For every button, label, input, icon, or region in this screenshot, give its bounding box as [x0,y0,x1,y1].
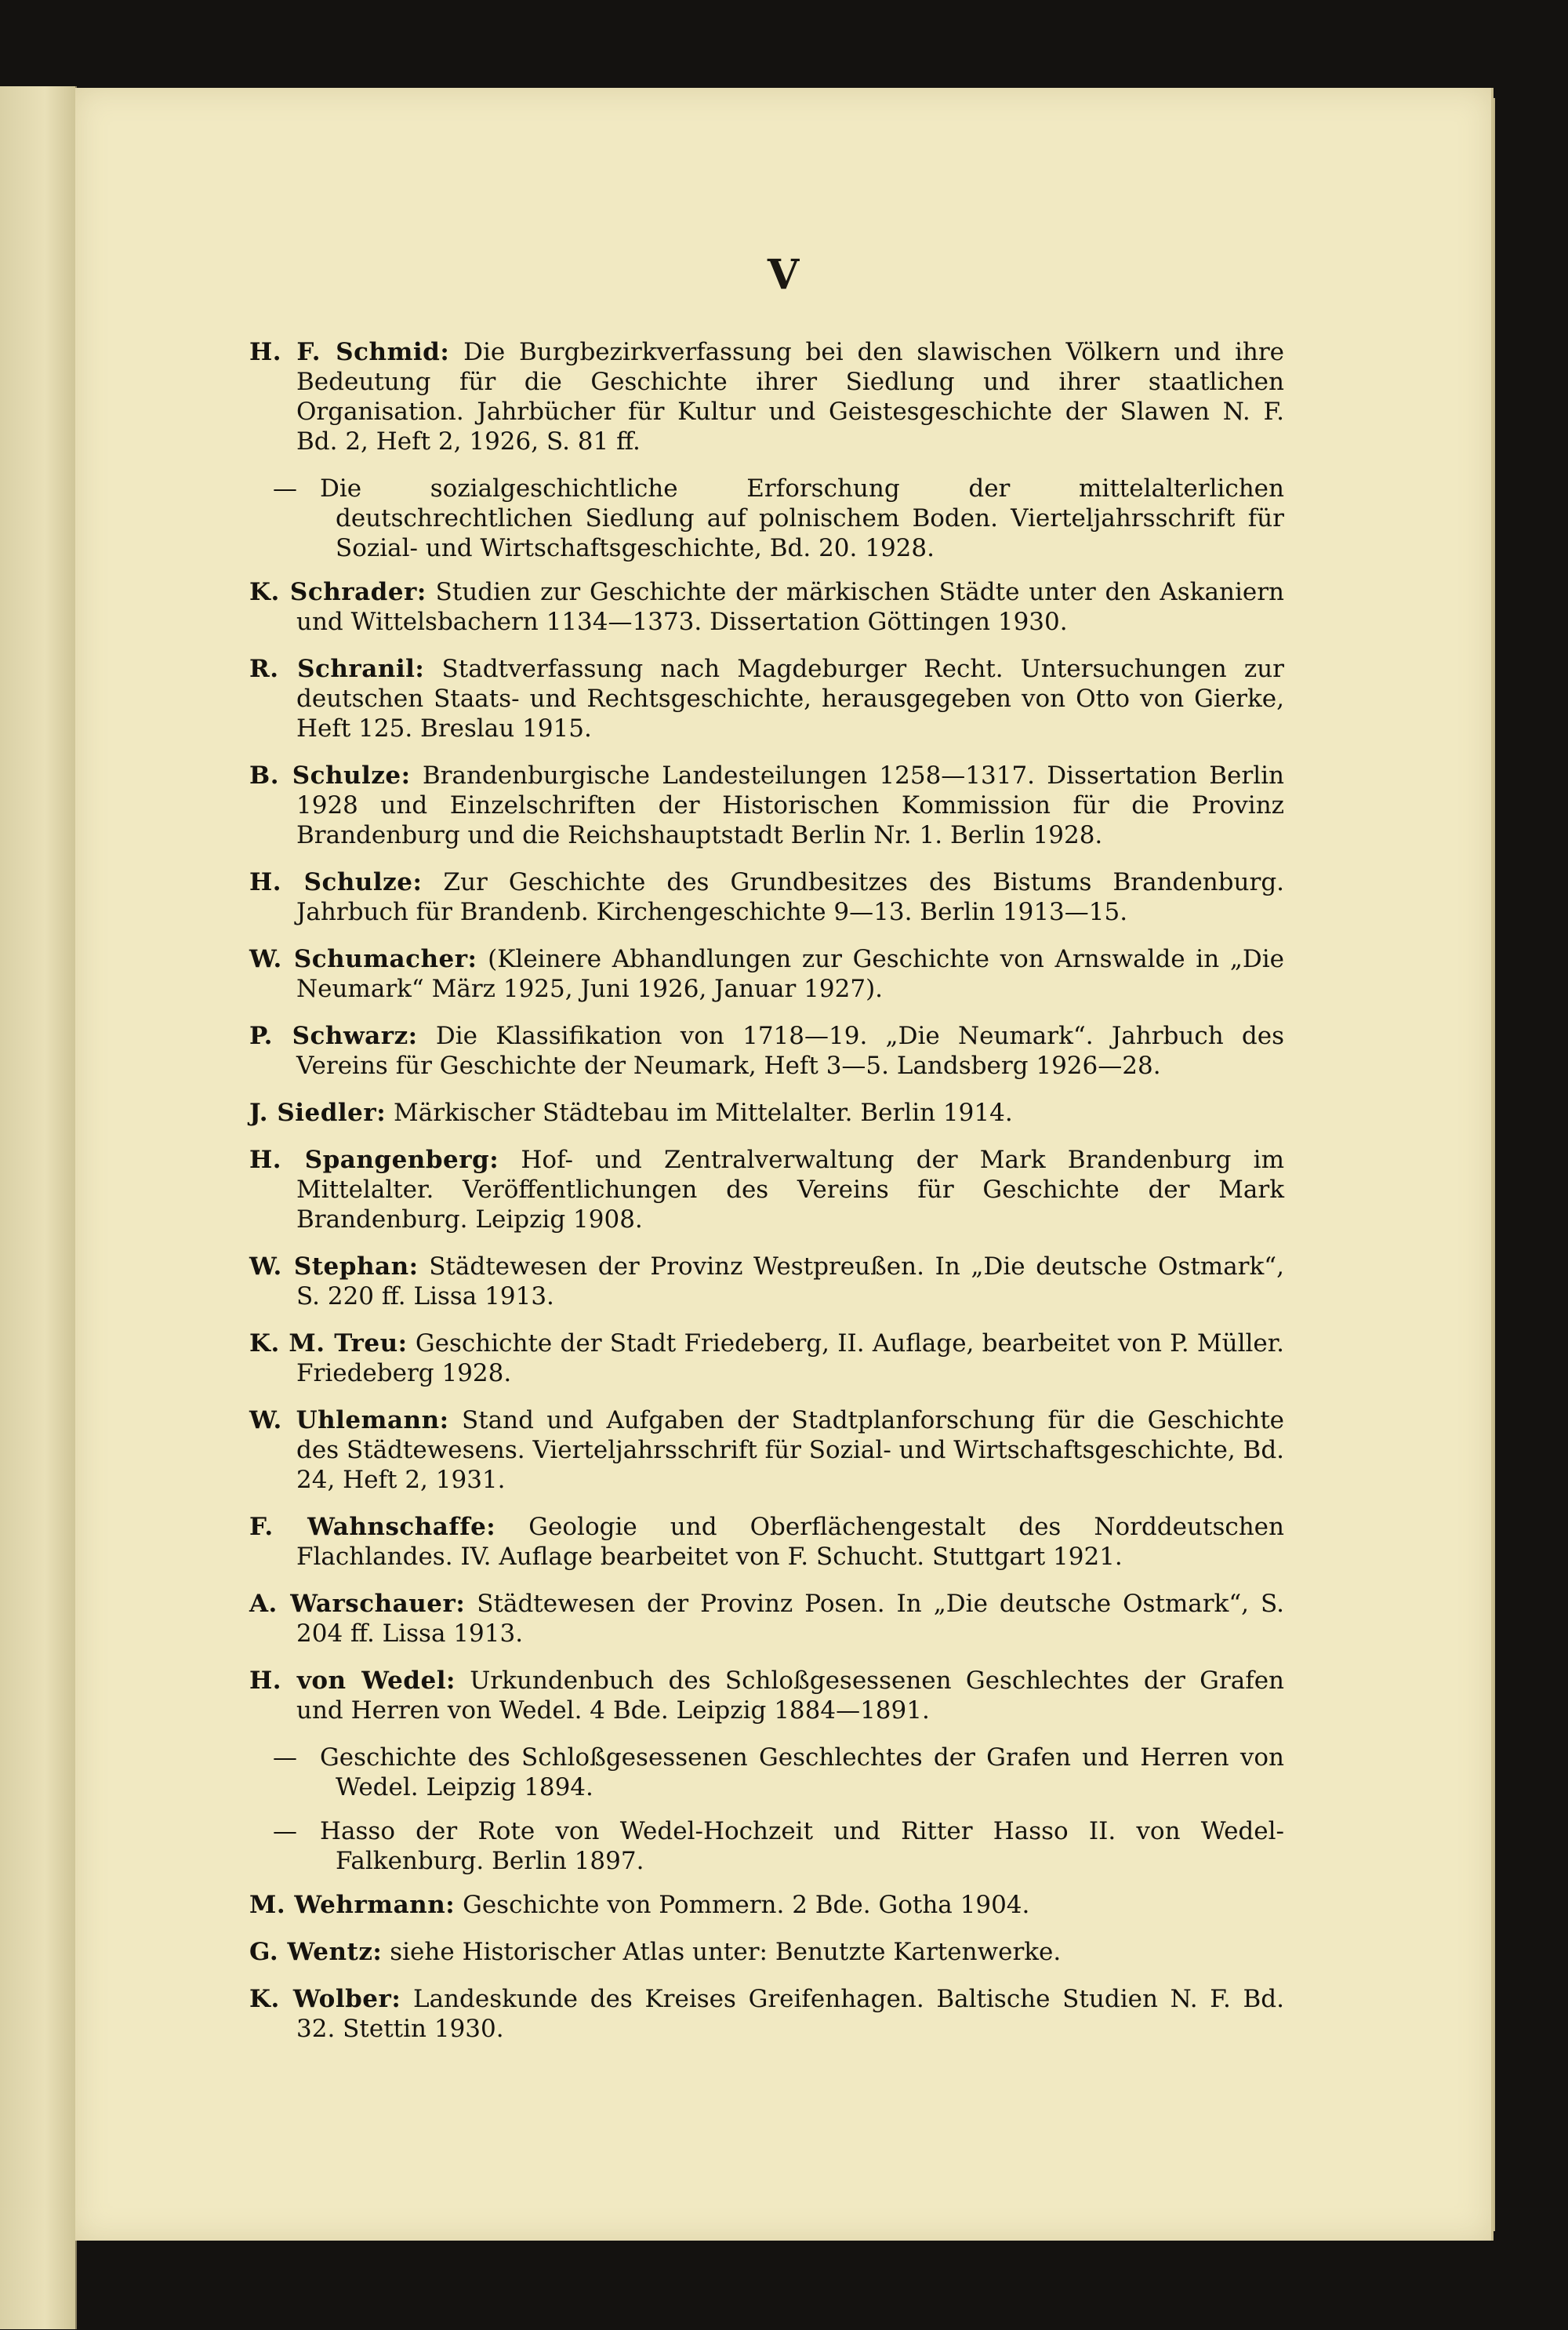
bibliography-list [249,337,1284,2061]
entry-text: Städtewesen der Provinz Posen. In „Die deutsche Ostmark“, S. 204 ff. Lissa 1913. [296,1590,1284,1648]
entry-text: siehe Historischer Atlas unter: Benutzte Kartenwerke. [390,1938,1062,1966]
entry-text: Landeskunde des Kreises Greifenhagen. Baltische Studien N. F. Bd. 32. Stettin 1930. [296,1985,1284,2043]
bibliography-entry [249,1589,1284,1648]
entry-text: Zur Geschichte des Grundbesitzes des Bistums Brandenburg. Jahrbuch für Brandenb. Kirchengeschichte 9—13. Berlin 1913—15. [296,868,1285,926]
bibliography-entry [249,1329,1284,1388]
entry-dash: — [273,1817,297,1845]
bibliography-subentry [249,474,1284,563]
entry-author: M. Wehrmann: [249,1891,456,1919]
entry-author: R. Schranil: [249,655,425,683]
book-page [75,88,1494,2241]
entry-text: Brandenburgische Landesteilungen 1258—1317. Dissertation Berlin 1928 und Einzelschriften der Historischen Kommission für die Provinz Brandenburg und die Reichshauptstadt Berlin Nr. 1. Berlin 1928. [296,762,1284,849]
entry-author: B. Schulze: [249,762,411,790]
bibliography-subentry [249,1816,1284,1876]
entry-author: P. Schwarz: [249,1022,418,1050]
entry-text: Geschichte von Pommern. 2 Bde. Gotha 1904. [463,1891,1030,1919]
bibliography-entry [249,337,1284,456]
bibliography-entry [249,1405,1284,1495]
entry-text: Stadtverfassung nach Magdeburger Recht. Untersuchungen zur deutschen Staats- und Rechtsgeschichte, herausgegeben von Otto von Gierke, Heft 125. Breslau 1915. [296,655,1285,743]
bibliography-entry [249,944,1284,1004]
entry-author: A. Warschauer: [249,1590,466,1618]
bibliography-entry [249,577,1284,637]
bibliography-entry [249,1666,1284,1725]
entry-text: Urkundenbuch des Schloßgesessenen Geschlechtes der Grafen und Herren von Wedel. 4 Bde. Leipzig 1884—1891. [296,1667,1285,1725]
bibliography-entry [249,1145,1284,1234]
entry-text: Märkischer Städtebau im Mittelalter. Berlin 1914. [394,1099,1013,1127]
entry-text: Geschichte der Stadt Friedeberg, II. Auflage, bearbeitet von P. Müller. Friedeberg 1928. [296,1329,1285,1387]
entry-author: W. Uhlemann: [249,1406,449,1434]
entry-author: H. von Wedel: [249,1667,456,1695]
entry-text: (Kleinere Abhandlungen zur Geschichte von Arnswalde in „Die Neumark“ März 1925, Juni 1926, Januar 1927). [296,945,1285,1003]
entry-author: H. Schulze: [249,868,423,896]
entry-text: Studien zur Geschichte der märkischen Städte unter den Askaniern und Wittelsbachern 1134—1373. Dissertation Göttingen 1930. [296,578,1284,636]
bibliography-entry [249,867,1284,927]
entry-dash: — [273,474,297,503]
bibliography-entry [249,1512,1284,1572]
bibliography-entry [249,1098,1284,1128]
entry-text: Geologie und Oberflächengestalt des Norddeutschen Flachlandes. IV. Auflage bearbeitet von F. Schucht. Stuttgart 1921. [296,1513,1284,1571]
entry-author: H. Spangenberg: [249,1146,499,1174]
entry-author: H. F. Schmid: [249,338,450,366]
entry-author: K. Wolber: [249,1985,401,2013]
entry-author: W. Schumacher: [249,945,477,973]
entry-text: Die Klassifikation von 1718—19. „Die Neumark“. Jahrbuch des Vereins für Geschichte der Neumark, Heft 3—5. Landsberg 1926—28. [296,1022,1285,1080]
bibliography-entry [249,761,1284,850]
bibliography-entry [249,1984,1284,2044]
bibliography-subentry [249,1743,1284,1802]
entry-author: F. Wahnschaffe: [249,1513,496,1541]
entry-text: Hasso der Rote von Wedel-Hochzeit und Ritter Hasso II. von Wedel-Falkenburg. Berlin 1897. [320,1817,1284,1875]
bibliography-entry [249,1937,1284,1967]
entry-text: Hof- und Zentralverwaltung der Mark Brandenburg im Mittelalter. Veröffentlichungen des Vereins für Geschichte der Mark Brandenburg. Leipzig 1908. [296,1146,1284,1234]
entry-text: Die sozialgeschichtliche Erforschung der mittelalterlichen deutschrechtlichen Siedlung auf polnischem Boden. Vierteljahrsschrift für Sozial- und Wirtschaftsgeschichte, Bd. 20. 1928. [320,474,1284,562]
entry-text: Die Burgbezirkverfassung bei den slawischen Völkern und ihre Bedeutung für die Geschichte ihrer Siedlung und ihrer staatlichen Organisation. Jahrbücher für Kultur und Geistesgeschichte der Slawen N. F. Bd. 2, Heft 2, 1926, S. 81 ff. [296,338,1285,456]
entry-text: Städtewesen der Provinz Westpreußen. In „Die deutsche Ostmark“, S. 220 ff. Lissa 1913. [296,1252,1284,1310]
bibliography-entry [249,654,1284,743]
bibliography-entry [249,1890,1284,1920]
bibliography-entry [249,1252,1284,1311]
bibliography-entry [249,1021,1284,1081]
entry-dash: — [273,1743,297,1772]
entry-author: W. Stephan: [249,1252,419,1281]
left-page-edge [0,86,77,2329]
entry-text: Geschichte des Schloßgesessenen Geschlechtes der Grafen und Herren von Wedel. Leipzig 1894. [320,1743,1284,1801]
entry-author: G. Wentz: [249,1938,383,1966]
entry-author: J. Siedler: [249,1099,387,1127]
entry-text: Stand und Aufgaben der Stadtplanforschung für die Geschichte des Städtewesens. Vierteljahrsschrift für Sozial- und Wirtschaftsgeschichte, Bd. 24, Heft 2, 1931. [296,1406,1285,1494]
entry-author: K. M. Treu: [249,1329,408,1358]
entry-author: K. Schrader: [249,578,426,606]
page-number: V [767,251,800,299]
